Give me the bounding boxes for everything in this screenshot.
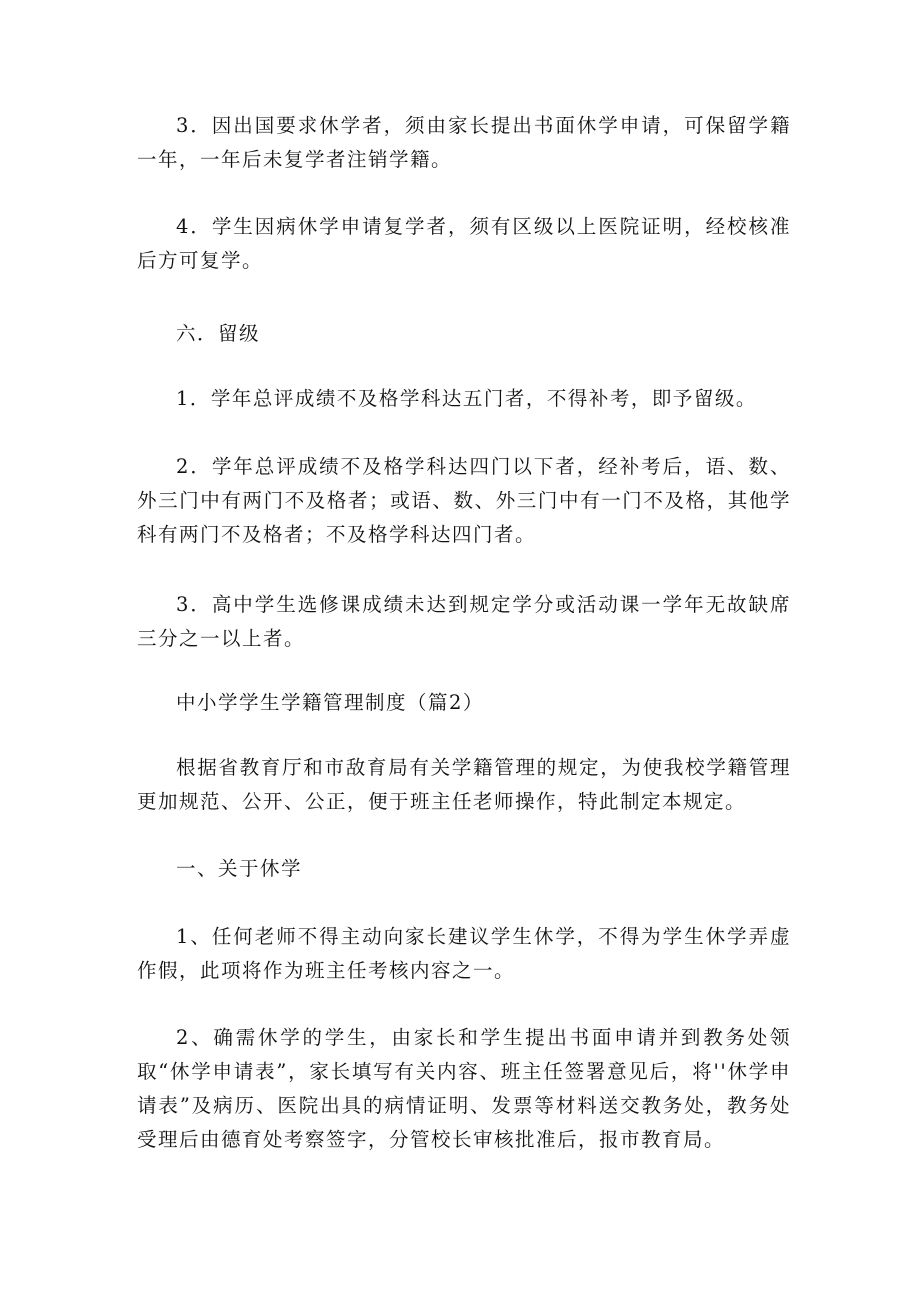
paragraph-repeat-rule-1: 1．学年总评成绩不及格学科达五门者，不得补考，即予留级。	[176, 387, 757, 410]
paragraph-suspension-rule-2: 2、确需休学的学生，由家长和学生提出书面申请并到教务处领取“休学申请表”，家长填写有关内容、班主任签署意见后，将''休学申请表”及病历、医院出具的病情证明、发票等材料送交教务处，教务处受理后由德育处考察签字，分管校长审核批准后，报市教育局。	[137, 1026, 791, 1151]
paragraph-return-after-illness: 4．学生因病休学申请复学者，须有区级以上医院证明，经校核准后方可复学。	[137, 215, 791, 272]
article-title: 中小学学生学籍管理制度（篇2）	[176, 691, 484, 714]
paragraph-suspension-rule-1: 1、任何老师不得主动向家长建议学生休学，不得为学生休学弄虚作假，此项将作为班主任考核内容之一。	[137, 925, 791, 982]
section-heading-repeat-grade: 六．留级	[176, 322, 261, 345]
section-heading-suspension: 一、关于休学	[176, 857, 303, 880]
paragraph-leave-abroad: 3．因出国要求休学者，须由家长提出书面休学申请，可保留学籍一年，一年后未复学者注销学籍。	[137, 114, 791, 171]
paragraph-repeat-rule-2: 2．学年总评成绩不及格学科达四门以下者，经补考后，语、数、外三门中有两门不及格者；或语、数、外三门中有一门不及格，其他学科有两门不及格者；不及格学科达四门者。	[137, 455, 791, 546]
paragraph-repeat-rule-3: 3．高中学生选修课成绩未达到规定学分或活动课一学年无故缺席三分之一以上者。	[137, 593, 791, 650]
paragraph-intro: 根据省教育厅和市敌育局有关学籍管理的规定，为使我校学籍管理更加规范、公开、公正，便于班主任老师操作，特此制定本规定。	[137, 756, 791, 813]
